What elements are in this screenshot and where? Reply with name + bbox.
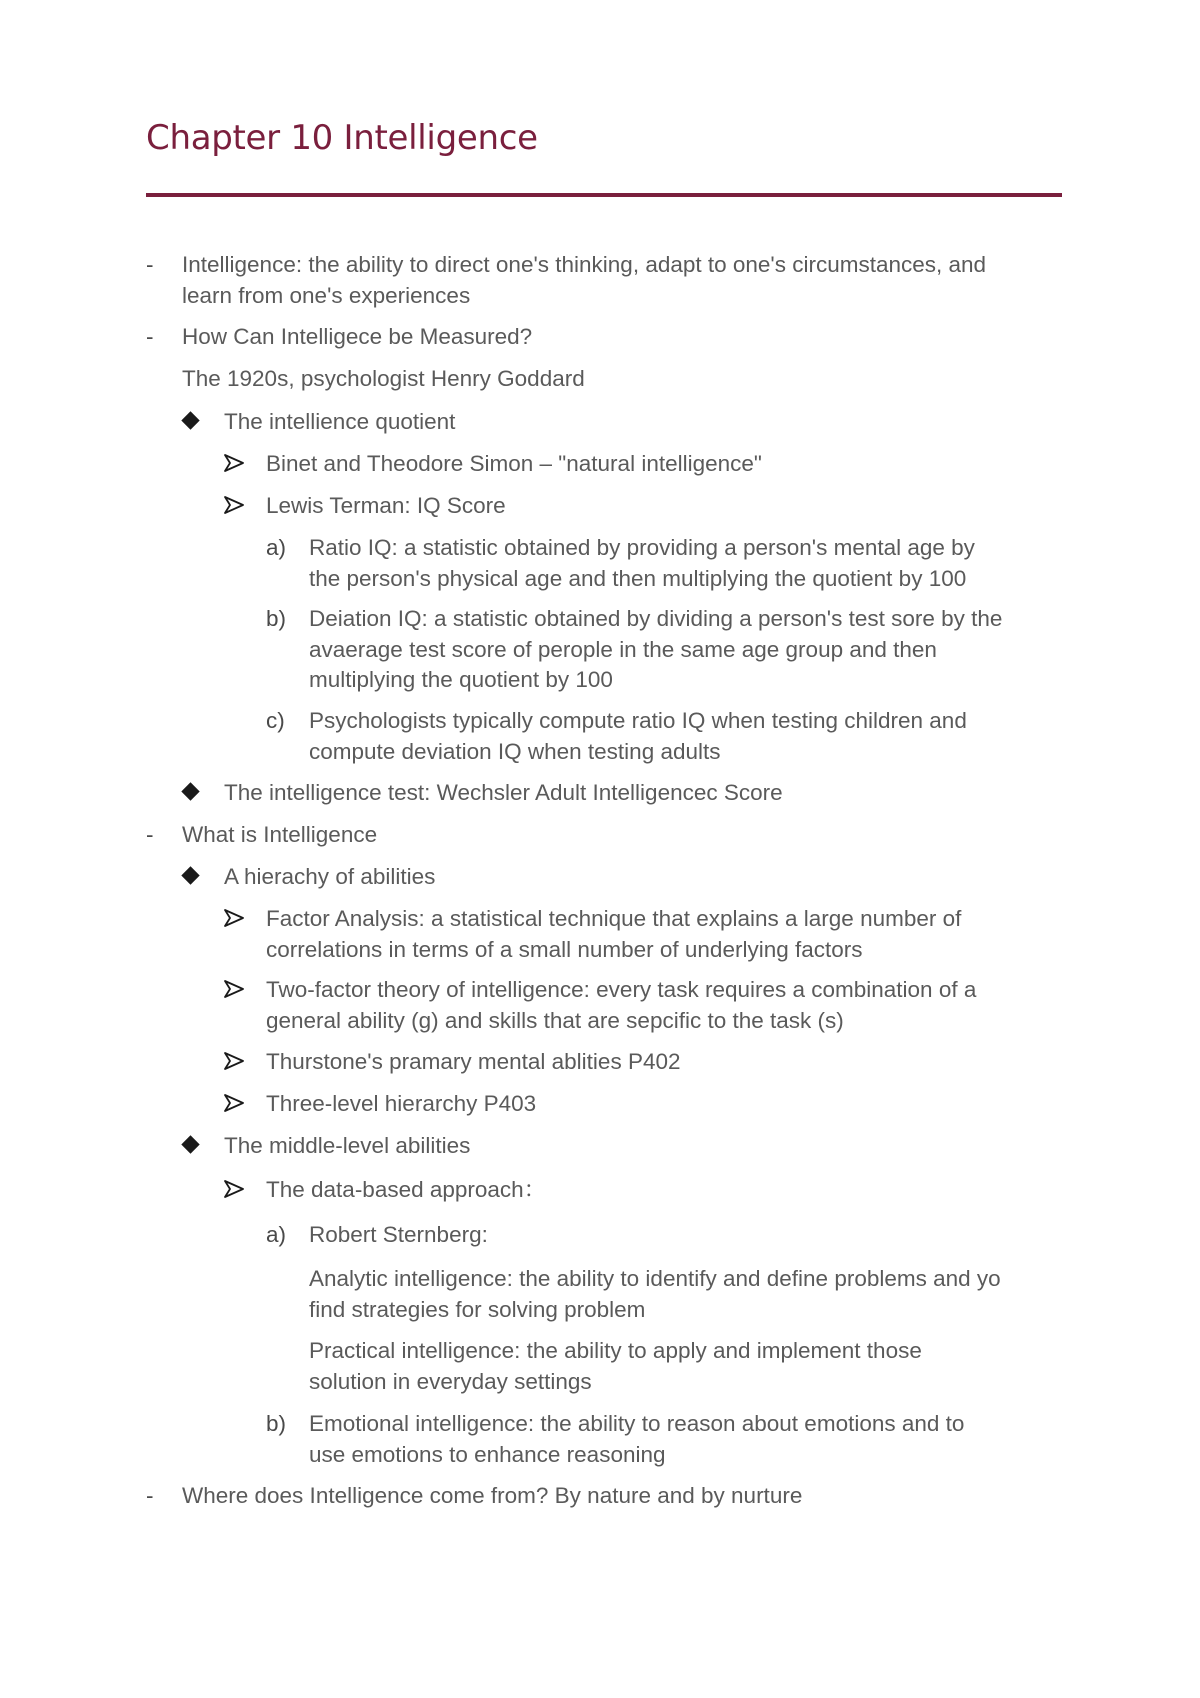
arrow-bullet-icon [224, 1180, 244, 1198]
item-text-line: The middle-level abilities [224, 1133, 471, 1158]
list-letter: b) [266, 606, 287, 631]
list-letter: a) [266, 535, 287, 560]
item-text-line: Deiation IQ: a statistic obtained by dividing a person's test sore by the [309, 606, 1003, 631]
diamond-bullet-icon [181, 866, 199, 884]
arrow-bullet-icon [224, 980, 244, 998]
page-title: Chapter 10 Intelligence [146, 118, 538, 158]
list-letter: a) [266, 1222, 287, 1247]
item-text-line: use emotions to enhance reasoning [309, 1441, 666, 1467]
item-text-line: Robert Sternberg: [309, 1222, 488, 1247]
item-text-line: the person's physical age and then multiplying the quotient by 100 [309, 565, 967, 591]
item-text-line: correlations in terms of a small number of underlying factors [266, 936, 863, 962]
diamond-bullet-icon [181, 1135, 199, 1153]
item-text-line: The data-based approach： [266, 1177, 547, 1202]
item-text-line: Ratio IQ: a statistic obtained by providing a person's mental age by [309, 535, 975, 560]
list-letter: c) [266, 708, 285, 733]
item-text-line: compute deviation IQ when testing adults [309, 738, 721, 764]
item-text-line: avaerage test score of perople in the same age group and then [309, 636, 937, 662]
dash-bullet: - [146, 252, 154, 277]
item-text-line: Where does Intelligence come from? By nature and by nurture [182, 1483, 803, 1508]
dash-bullet: - [146, 324, 154, 349]
item-text-line: What is Intelligence [182, 822, 378, 847]
item-text-line: Lewis Terman: IQ Score [266, 493, 506, 518]
item-text-line: Emotional intelligence: the ability to reason about emotions and to [309, 1411, 965, 1436]
item-text-line: Two-factor theory of intelligence: every task requires a combination of a [266, 977, 977, 1002]
item-text-line: How Can Intelligece be Measured? [182, 324, 533, 349]
list-letter: b) [266, 1411, 287, 1436]
item-text-line: find strategies for solving problem [309, 1296, 646, 1322]
item-text-line: Intelligence: the ability to direct one's thinking, adapt to one's circumstances, and [182, 252, 987, 277]
item-text-line: The 1920s, psychologist Henry Goddard [182, 366, 585, 391]
dash-bullet: - [146, 1483, 154, 1508]
item-text-line: Analytic intelligence: the ability to identify and define problems and yo [309, 1266, 1001, 1291]
dash-bullet: - [146, 822, 154, 847]
item-text-line: general ability (g) and skills that are sepcific to the task (s) [266, 1007, 844, 1033]
item-text-line: Practical intelligence: the ability to apply and implement those [309, 1338, 922, 1363]
item-text-line: learn from one's experiences [182, 282, 471, 308]
arrow-bullet-icon [224, 1094, 244, 1112]
item-text-line: Psychologists typically compute ratio IQ when testing children and [309, 708, 967, 733]
diamond-bullet-icon [181, 411, 199, 429]
item-text-line: Binet and Theodore Simon – "natural intelligence" [266, 451, 762, 476]
item-text-line: Three-level hierarchy P403 [266, 1091, 537, 1116]
title-divider [146, 193, 1062, 197]
item-text-line: The intellience quotient [224, 409, 456, 434]
item-text-line: Thurstone's pramary mental ablities P402 [266, 1049, 681, 1074]
item-text-line: solution in everyday settings [309, 1368, 592, 1394]
item-text-line: A hierachy of abilities [224, 864, 436, 889]
arrow-bullet-icon [224, 454, 244, 472]
arrow-bullet-icon [224, 1052, 244, 1070]
item-text-line: multiplying the quotient by 100 [309, 667, 613, 692]
diamond-bullet-icon [181, 782, 199, 800]
arrow-bullet-icon [224, 496, 244, 514]
item-text-line: The intelligence test: Wechsler Adult Intelligencec Score [224, 780, 783, 805]
item-text-line: Factor Analysis: a statistical technique that explains a large number of [266, 906, 962, 931]
arrow-bullet-icon [224, 909, 244, 927]
